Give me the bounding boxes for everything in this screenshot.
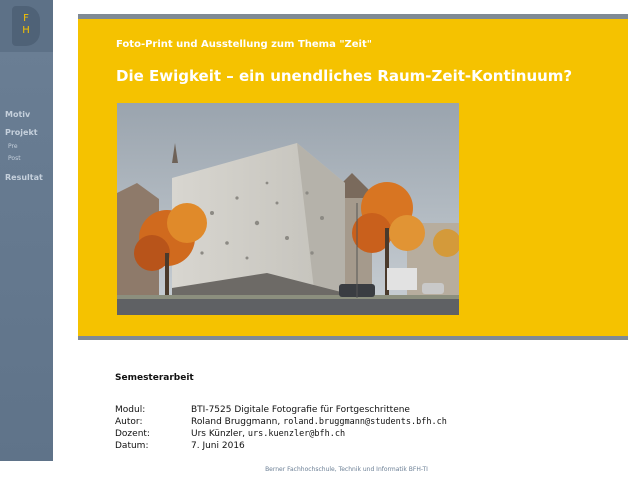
info-row-datum	[115, 440, 447, 452]
logo-letter-h: H	[22, 25, 30, 36]
info-key: Autor:	[115, 417, 143, 427]
footer-text: Berner Fachhochschule, Technik und Informatik BFH-TI	[265, 466, 428, 473]
nav-subitem-post[interactable]: Post	[8, 155, 21, 162]
info-key: Dozent:	[115, 429, 150, 439]
info-value: 7. Juni 2016	[191, 441, 245, 451]
building-photo	[117, 103, 459, 315]
info-value: Roland Bruggmann,	[191, 417, 284, 427]
slide-title: Die Ewigkeit – ein unendliches Raum-Zeit-Kontinuum?	[116, 67, 573, 85]
logo-letter-f: F	[23, 13, 29, 24]
info-table	[115, 404, 447, 452]
info-value: BTI-7525 Digitale Fotografie für Fortgeschrittene	[191, 405, 410, 415]
bfh-logo	[12, 6, 40, 46]
semester-heading: Semesterarbeit	[115, 373, 194, 383]
info-value: Urs Künzler,	[191, 429, 248, 439]
author-email-link[interactable]: roland.bruggmann@students.bfh.ch	[283, 417, 447, 427]
info-row-dozent	[115, 428, 447, 440]
title-panel	[78, 14, 628, 340]
sidebar	[0, 0, 53, 461]
nav-item-motiv[interactable]: Motiv	[5, 110, 31, 119]
info-row-modul	[115, 404, 447, 416]
info-row-autor	[115, 416, 447, 428]
building-photo-graphic	[117, 103, 459, 315]
info-key: Datum:	[115, 441, 149, 451]
lecturer-email-link[interactable]: urs.kuenzler@bfh.ch	[247, 429, 346, 439]
nav-subitem-pre[interactable]: Pre	[8, 143, 18, 150]
nav-item-projekt[interactable]: Projekt	[5, 128, 38, 137]
slide-subtitle: Foto-Print und Ausstellung zum Thema "Zeit"	[116, 39, 372, 50]
info-key: Modul:	[115, 405, 146, 415]
nav-item-resultat[interactable]: Resultat	[5, 173, 43, 182]
